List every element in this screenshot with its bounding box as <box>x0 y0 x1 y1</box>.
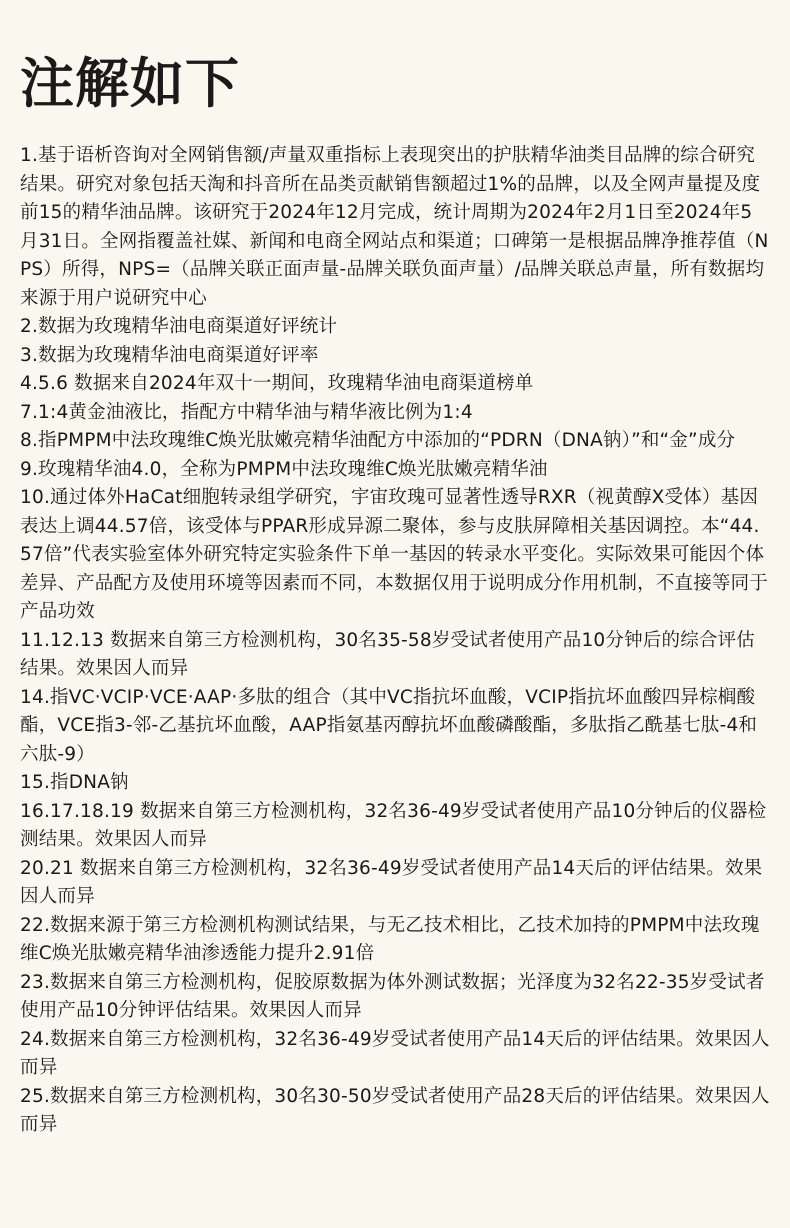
note-item-8: 8.指PMPM中法玫瑰维C焕光肽嫩亮精华油配方中添加的“PDRN（DNA钠）”和“金”成分 <box>20 430 736 451</box>
notes-list <box>20 142 770 1140</box>
page-title: 注解如下 <box>20 52 240 115</box>
note-item-9: 9.玫瑰精华油4.0，全称为PMPM中法玫瑰维C焕光肽嫩亮精华油 <box>20 458 548 480</box>
note-item-11-13: 11.12.13 数据来自第三方检测机构，30名35-58岁受试者使用产品10分钟后的综合评估结果。效果因人而异 <box>20 629 756 679</box>
note-item-16-19: 16.17.18.19 数据来自第三方检测机构，32名36-49岁受试者使用产品10分钟后的仪器检测结果。效果因人而异 <box>20 800 767 850</box>
note-item-24: 24.数据来自第三方检测机构，32名36-49岁受试者使用产品14天后的评估结果。效果因人而异 <box>20 1028 770 1078</box>
note-item-4-6: 4.5.6 数据来自2024年双十一期间，玫瑰精华油电商渠道榜单 <box>20 373 534 394</box>
note-item-15: 15.指DNA钠 <box>20 772 129 793</box>
note-item-25: 25.数据来自第三方检测机构，30名30-50岁受试者使用产品28天后的评估结果。效果因人而异 <box>20 1085 770 1135</box>
note-item-3: 3.数据为玫瑰精华油电商渠道好评率 <box>20 344 319 366</box>
note-item-1: 1.基于语析咨询对全网销售额/声量双重指标上表现突出的护肤精华油类目品牌的综合研究结果。研究对象包括天淘和抖音所在品类贡献销售额超过1%的品牌，以及全网声量提及度前15的精华油品牌。该研究于2024年12月完成，统计周期为2024年2月1日至2024年5月31日。全网指覆盖社媒、新闻和电商全网站点和渠道；口碑第一是根据品牌净推荐值（NPS）所得，NPS=（品牌关联正面声量-品牌关联负面声量）/品牌关联总声量，所有数据均来源于用户说研究中心 <box>20 145 769 309</box>
note-item-2: 2.数据为玫瑰精华油电商渠道好评统计 <box>20 316 338 337</box>
note-item-23: 23.数据来自第三方检测机构，促胶原数据为体外测试数据；光泽度为32名22-35岁受试者使用产品10分钟评估结果。效果因人而异 <box>20 971 765 1021</box>
note-item-20-21: 20.21 数据来自第三方检测机构，32名36-49岁受试者使用产品14天后的评估结果。效果因人而异 <box>20 857 763 907</box>
note-item-14: 14.指VC·VCIP·VCE·AAP·多肽的组合（其中VC指抗坏血酸，VCIP指抗坏血酸四异棕榈酸酯，VCE指3-邻-乙基抗坏血酸，AAP指氨基丙醇抗坏血酸磷酸酯，多肽指乙酰基七肽-4和六肽-9） <box>20 686 758 765</box>
note-item-22: 22.数据来源于第三方检测机构测试结果，与无乙技术相比，乙技术加持的PMPM中法玫瑰维C焕光肽嫩亮精华油渗透能力提升2.91倍 <box>20 914 760 964</box>
note-item-7: 7.1:4黄金油液比，指配方中精华油与精华液比例为1:4 <box>20 401 473 423</box>
note-item-10: 10.通过体外HaCat细胞转录组学研究，宇宙玫瑰可显著性透导RXR（视黄醇X受体）基因表达上调44.57倍，该受体与PPAR形成异源二聚体，参与皮肤屏障相关基因调控。本“44.57倍”代表实验室体外研究特定实验条件下单一基因的转录水平变化。实际效果可能因个体差异、产品配方及使用环境等因素而不同，本数据仅用于说明成分作用机制，不直接等同于产品功效 <box>20 487 769 622</box>
